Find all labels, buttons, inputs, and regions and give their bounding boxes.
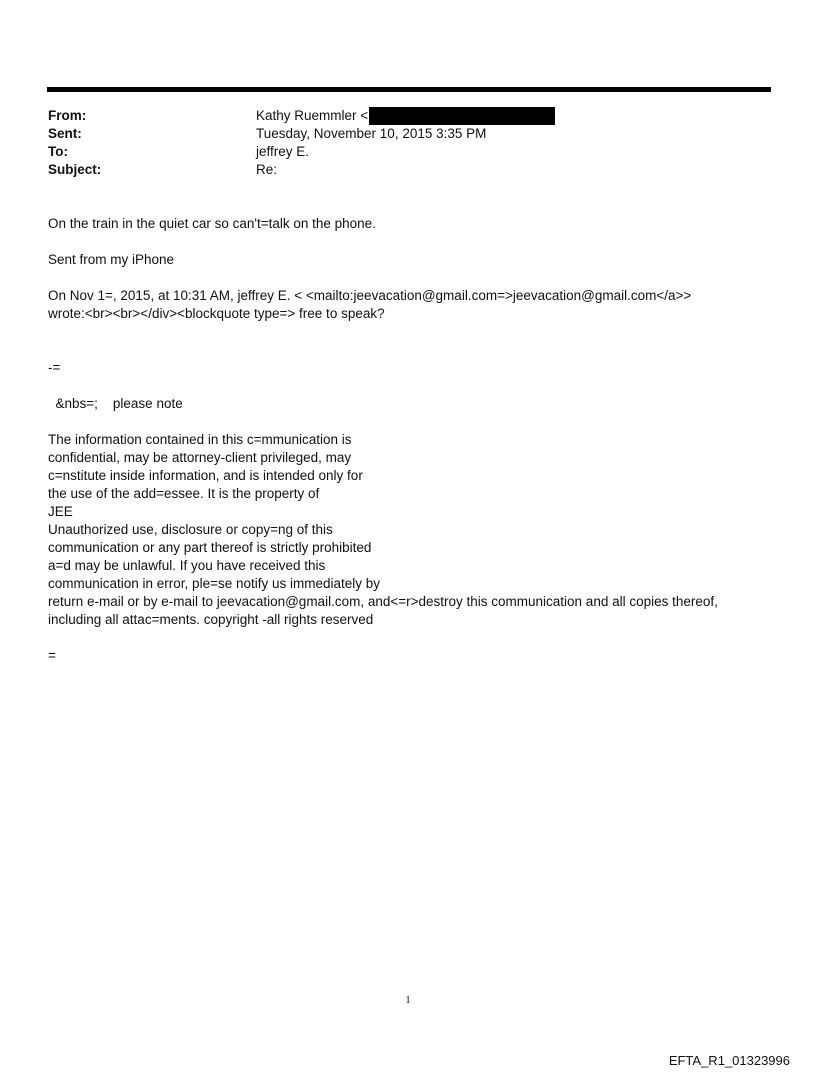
sent-value: Tuesday, November 10, 2015 3:35 PM — [256, 126, 487, 141]
header-divider-rule — [47, 87, 771, 92]
disclaimer-line: the use of the add=essee. It is the property of — [48, 486, 320, 501]
disclaimer-line: confidential, may be attorney-client privileged, may — [48, 450, 352, 465]
body-line-train: On the train in the quiet car so can't=talk on the phone. — [48, 216, 376, 231]
subject-value: Re: — [256, 162, 278, 177]
disclaimer-line: JEE — [48, 504, 73, 519]
disclaimer-line: communication in error, ple=se notify us immediately by — [48, 576, 381, 591]
from-sender: Kathy Ruemmler < — [256, 108, 369, 123]
document-id: EFTA_R1_01323996 — [668, 1053, 790, 1068]
end-line: = — [48, 648, 56, 663]
quote-line-2: wrote:<br><br></div><blockquote type=> free to speak? — [48, 306, 385, 321]
quote-line-1: On Nov 1=, 2015, at 10:31 AM, jeffrey E. < <mailto:jeevacation@gmail.com=>jeevacation@gmail.com</a>> — [48, 288, 692, 303]
body-line-signature: Sent from my iPhone — [48, 252, 175, 267]
to-label: To: — [48, 144, 68, 159]
disclaimer-line: c=nstitute inside information, and is intended only for — [48, 468, 363, 483]
from-value — [256, 107, 555, 125]
page-number: 1 — [405, 994, 411, 1006]
dash-line: -= — [48, 360, 61, 375]
from-label: From: — [48, 108, 87, 123]
disclaimer-line: communication or any part thereof is strictly prohibited — [48, 540, 372, 555]
disclaimer-line: including all attac=ments. copyright -all rights reserved — [48, 612, 374, 627]
sent-label: Sent: — [48, 126, 82, 141]
disclaimer-line: Unauthorized use, disclosure or copy=ng of this — [48, 522, 333, 537]
please-note-line: &nbs=; please note — [48, 396, 183, 411]
disclaimer-line: The information contained in this c=mmunication is — [48, 432, 352, 447]
subject-label: Subject: — [48, 162, 102, 177]
to-value: jeffrey E. — [256, 144, 310, 159]
disclaimer-line: a=d may be unlawful. If you have received this — [48, 558, 326, 573]
disclaimer-line: return e-mail or by e-mail to jeevacation@gmail.com, and<=r>destroy this communication and all copies thereof, — [48, 594, 718, 609]
redaction-box — [369, 107, 555, 125]
